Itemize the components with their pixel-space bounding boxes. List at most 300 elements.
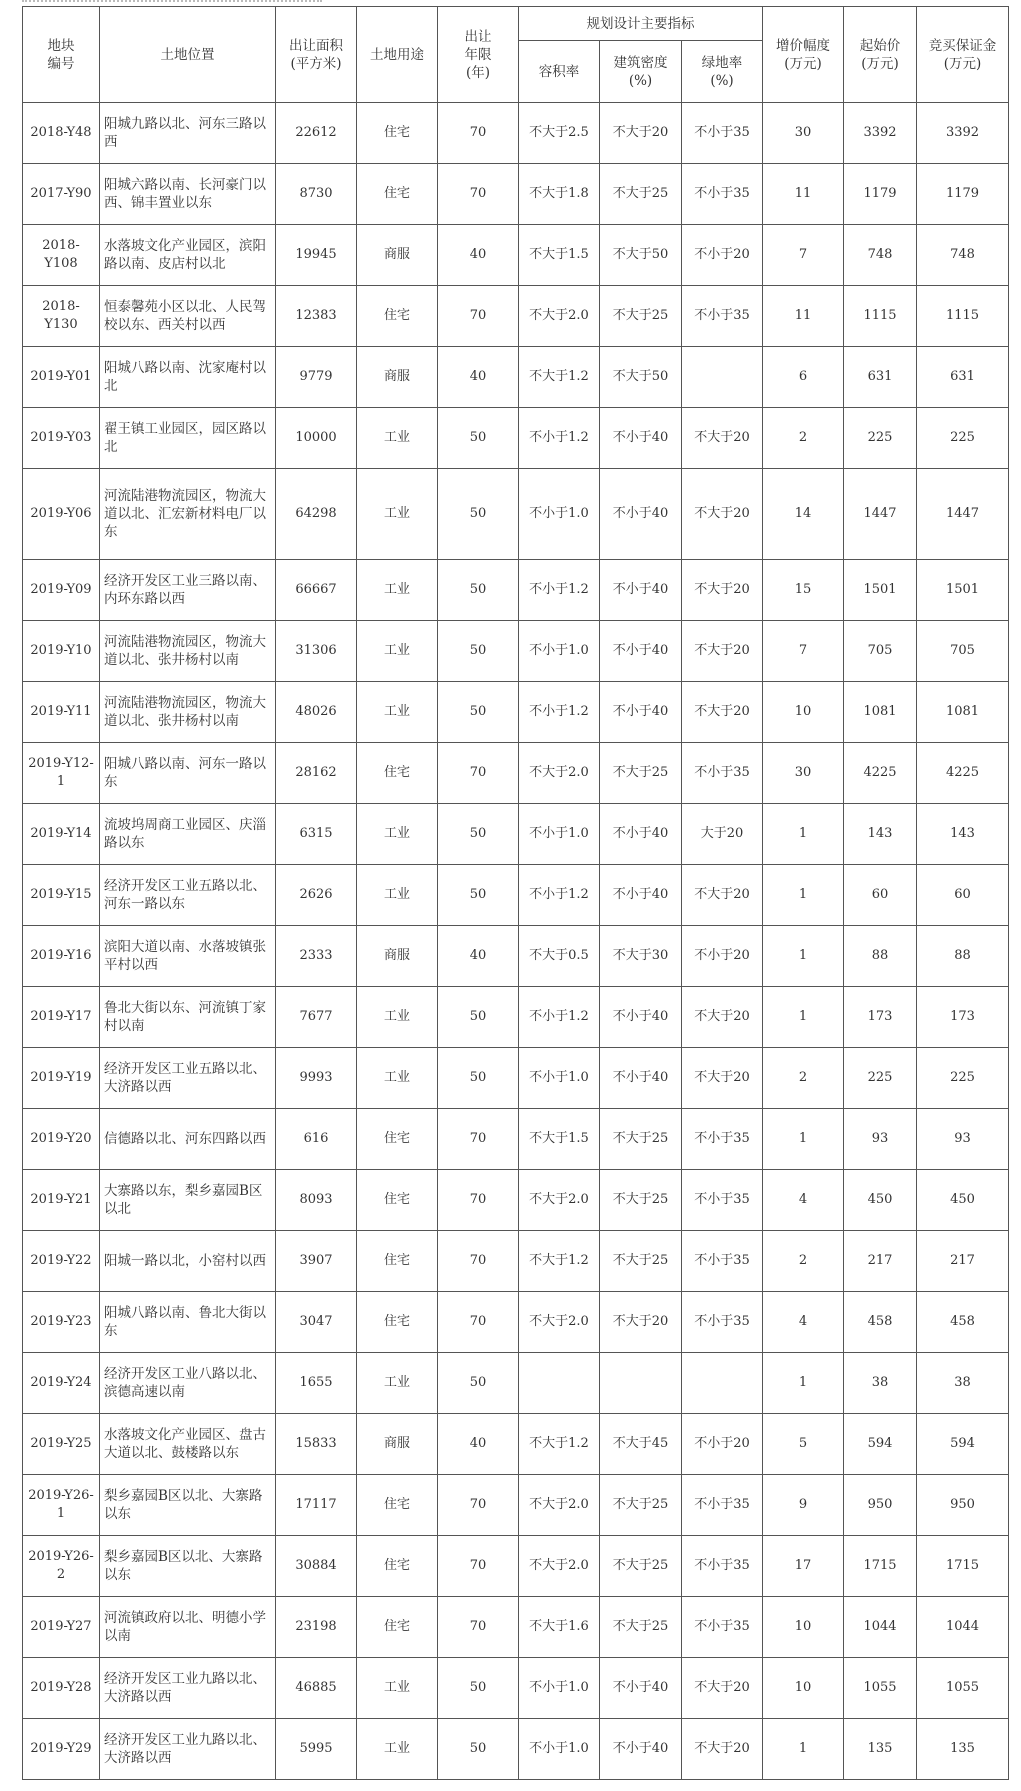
cell-start-price: 950 bbox=[844, 1475, 917, 1536]
cell-term: 50 bbox=[438, 1719, 519, 1780]
cell-plot-id: 2018-Y108 bbox=[23, 225, 100, 286]
cell-term: 50 bbox=[438, 987, 519, 1048]
cell-area: 15833 bbox=[276, 1414, 357, 1475]
cell-far: 不小于1.0 bbox=[519, 621, 600, 682]
cell-deposit: 594 bbox=[917, 1414, 1009, 1475]
table-row bbox=[23, 164, 1009, 225]
cell-green-rate: 不小于35 bbox=[682, 164, 763, 225]
cell-green-rate: 不小于35 bbox=[682, 743, 763, 804]
cell-plot-id: 2019-Y24 bbox=[23, 1353, 100, 1414]
cell-location: 河流镇政府以北、明德小学以南 bbox=[100, 1597, 276, 1658]
cell-area: 48026 bbox=[276, 682, 357, 743]
cell-plot-id: 2019-Y20 bbox=[23, 1109, 100, 1170]
cell-density: 不小于40 bbox=[600, 865, 682, 926]
cell-term: 70 bbox=[438, 1292, 519, 1353]
cell-area: 5995 bbox=[276, 1719, 357, 1780]
cell-area: 46885 bbox=[276, 1658, 357, 1719]
cell-plot-id: 2019-Y26-2 bbox=[23, 1536, 100, 1597]
cell-increment: 30 bbox=[763, 103, 844, 164]
cell-area: 64298 bbox=[276, 469, 357, 560]
cell-start-price: 450 bbox=[844, 1170, 917, 1231]
cell-far: 不大于2.0 bbox=[519, 286, 600, 347]
cell-green-rate: 不小于35 bbox=[682, 286, 763, 347]
cell-land-use: 住宅 bbox=[357, 1292, 438, 1353]
cell-location: 翟王镇工业园区，园区路以北 bbox=[100, 408, 276, 469]
cell-deposit: 217 bbox=[917, 1231, 1009, 1292]
cell-deposit: 705 bbox=[917, 621, 1009, 682]
cell-start-price: 1055 bbox=[844, 1658, 917, 1719]
cell-term: 50 bbox=[438, 804, 519, 865]
cell-deposit: 1081 bbox=[917, 682, 1009, 743]
table-row bbox=[23, 1170, 1009, 1231]
cell-area: 10000 bbox=[276, 408, 357, 469]
cell-land-use: 工业 bbox=[357, 408, 438, 469]
cell-term: 50 bbox=[438, 865, 519, 926]
cell-location: 阳城九路以北、河东三路以西 bbox=[100, 103, 276, 164]
cell-start-price: 1081 bbox=[844, 682, 917, 743]
cell-increment: 6 bbox=[763, 347, 844, 408]
cell-increment: 11 bbox=[763, 286, 844, 347]
table-row bbox=[23, 408, 1009, 469]
cell-location: 流坡坞周商工业园区、庆淄路以东 bbox=[100, 804, 276, 865]
cell-increment: 7 bbox=[763, 621, 844, 682]
table-row bbox=[23, 804, 1009, 865]
cell-term: 70 bbox=[438, 1109, 519, 1170]
table-row bbox=[23, 1231, 1009, 1292]
cell-green-rate: 不大于20 bbox=[682, 408, 763, 469]
cell-term: 50 bbox=[438, 682, 519, 743]
cell-density: 不小于40 bbox=[600, 560, 682, 621]
cell-increment: 11 bbox=[763, 164, 844, 225]
cell-increment: 1 bbox=[763, 804, 844, 865]
cell-area: 2626 bbox=[276, 865, 357, 926]
cell-area: 7677 bbox=[276, 987, 357, 1048]
cell-far: 不大于1.5 bbox=[519, 225, 600, 286]
cell-start-price: 1115 bbox=[844, 286, 917, 347]
header-green-rate: 绿地率 (%) bbox=[682, 41, 763, 103]
cell-land-use: 工业 bbox=[357, 1048, 438, 1109]
cell-location: 经济开发区工业三路以南、内环东路以西 bbox=[100, 560, 276, 621]
cell-increment: 1 bbox=[763, 1353, 844, 1414]
cell-start-price: 1044 bbox=[844, 1597, 917, 1658]
cell-deposit: 450 bbox=[917, 1170, 1009, 1231]
cell-land-use: 工业 bbox=[357, 1353, 438, 1414]
cell-far: 不大于1.5 bbox=[519, 1109, 600, 1170]
cell-term: 70 bbox=[438, 1231, 519, 1292]
cell-increment: 9 bbox=[763, 1475, 844, 1536]
cell-start-price: 93 bbox=[844, 1109, 917, 1170]
cell-start-price: 631 bbox=[844, 347, 917, 408]
cell-area: 3907 bbox=[276, 1231, 357, 1292]
cell-green-rate: 不小于20 bbox=[682, 926, 763, 987]
cell-far: 不小于1.2 bbox=[519, 560, 600, 621]
cell-green-rate: 不大于20 bbox=[682, 1048, 763, 1109]
cell-land-use: 住宅 bbox=[357, 743, 438, 804]
table-row bbox=[23, 469, 1009, 560]
cell-location: 梨乡嘉园B区以北、大寨路以东 bbox=[100, 1536, 276, 1597]
table-row bbox=[23, 1109, 1009, 1170]
cell-increment: 15 bbox=[763, 560, 844, 621]
cell-deposit: 950 bbox=[917, 1475, 1009, 1536]
cell-density: 不大于50 bbox=[600, 347, 682, 408]
cell-location: 河流陆港物流园区，物流大道以北、汇宏新材料电厂以东 bbox=[100, 469, 276, 560]
cell-green-rate: 不小于35 bbox=[682, 1475, 763, 1536]
table-row bbox=[23, 103, 1009, 164]
cell-land-use: 商服 bbox=[357, 225, 438, 286]
cell-plot-id: 2019-Y01 bbox=[23, 347, 100, 408]
cell-plot-id: 2019-Y14 bbox=[23, 804, 100, 865]
cell-deposit: 1501 bbox=[917, 560, 1009, 621]
cell-deposit: 1447 bbox=[917, 469, 1009, 560]
cell-land-use: 工业 bbox=[357, 621, 438, 682]
cell-term: 50 bbox=[438, 621, 519, 682]
header-density: 建筑密度 (%) bbox=[600, 41, 682, 103]
cell-area: 8093 bbox=[276, 1170, 357, 1231]
cell-term: 70 bbox=[438, 164, 519, 225]
cell-start-price: 705 bbox=[844, 621, 917, 682]
header-plot-id: 地块 编号 bbox=[23, 7, 100, 103]
table-row bbox=[23, 743, 1009, 804]
cell-density: 不大于25 bbox=[600, 1170, 682, 1231]
cell-green-rate bbox=[682, 1353, 763, 1414]
cell-far: 不小于1.2 bbox=[519, 987, 600, 1048]
cell-green-rate: 不大于20 bbox=[682, 1658, 763, 1719]
cell-start-price: 594 bbox=[844, 1414, 917, 1475]
cell-start-price: 3392 bbox=[844, 103, 917, 164]
cell-far: 不大于2.0 bbox=[519, 1170, 600, 1231]
cell-plot-id: 2018-Y48 bbox=[23, 103, 100, 164]
cell-density: 不小于40 bbox=[600, 987, 682, 1048]
cell-green-rate: 不小于35 bbox=[682, 1109, 763, 1170]
cell-far: 不小于1.0 bbox=[519, 804, 600, 865]
cell-deposit: 458 bbox=[917, 1292, 1009, 1353]
cell-plot-id: 2019-Y10 bbox=[23, 621, 100, 682]
header-start-price: 起始价 (万元) bbox=[844, 7, 917, 103]
cell-plot-id: 2017-Y90 bbox=[23, 164, 100, 225]
cell-plot-id: 2019-Y11 bbox=[23, 682, 100, 743]
cell-density: 不小于40 bbox=[600, 1658, 682, 1719]
cell-green-rate: 不小于35 bbox=[682, 103, 763, 164]
cell-land-use: 工业 bbox=[357, 804, 438, 865]
cell-green-rate: 不大于20 bbox=[682, 865, 763, 926]
cell-location: 河流陆港物流园区，物流大道以北、张井杨村以南 bbox=[100, 621, 276, 682]
header-location: 土地位置 bbox=[100, 7, 276, 103]
cell-plot-id: 2019-Y19 bbox=[23, 1048, 100, 1109]
cell-land-use: 住宅 bbox=[357, 164, 438, 225]
cell-start-price: 1715 bbox=[844, 1536, 917, 1597]
cell-start-price: 38 bbox=[844, 1353, 917, 1414]
cell-far: 不大于2.0 bbox=[519, 1292, 600, 1353]
cell-term: 70 bbox=[438, 1597, 519, 1658]
cell-start-price: 217 bbox=[844, 1231, 917, 1292]
cell-green-rate: 不大于20 bbox=[682, 987, 763, 1048]
cell-area: 31306 bbox=[276, 621, 357, 682]
cell-land-use: 住宅 bbox=[357, 103, 438, 164]
cell-far: 不小于1.2 bbox=[519, 865, 600, 926]
cell-area: 9993 bbox=[276, 1048, 357, 1109]
cell-increment: 7 bbox=[763, 225, 844, 286]
cell-increment: 10 bbox=[763, 682, 844, 743]
cell-land-use: 工业 bbox=[357, 560, 438, 621]
cell-plot-id: 2019-Y16 bbox=[23, 926, 100, 987]
cell-plot-id: 2019-Y03 bbox=[23, 408, 100, 469]
table-row bbox=[23, 1353, 1009, 1414]
cell-far: 不大于1.6 bbox=[519, 1597, 600, 1658]
cell-location: 信德路以北、河东四路以西 bbox=[100, 1109, 276, 1170]
cell-location: 梨乡嘉园B区以北、大寨路以东 bbox=[100, 1475, 276, 1536]
cell-area: 28162 bbox=[276, 743, 357, 804]
cell-density: 不大于25 bbox=[600, 743, 682, 804]
cell-plot-id: 2019-Y12-1 bbox=[23, 743, 100, 804]
cell-land-use: 住宅 bbox=[357, 1475, 438, 1536]
cell-start-price: 4225 bbox=[844, 743, 917, 804]
cell-start-price: 1447 bbox=[844, 469, 917, 560]
cell-location: 水落坡文化产业园区、盘古大道以北、鼓楼路以东 bbox=[100, 1414, 276, 1475]
cell-location: 经济开发区工业九路以北、大济路以西 bbox=[100, 1719, 276, 1780]
cell-location: 大寨路以东，梨乡嘉园B区以北 bbox=[100, 1170, 276, 1231]
cell-area: 30884 bbox=[276, 1536, 357, 1597]
cell-density: 不小于40 bbox=[600, 1048, 682, 1109]
table-row bbox=[23, 1597, 1009, 1658]
cell-density: 不小于40 bbox=[600, 682, 682, 743]
cell-location: 河流陆港物流园区，物流大道以北、张井杨村以南 bbox=[100, 682, 276, 743]
cell-deposit: 60 bbox=[917, 865, 1009, 926]
cell-land-use: 住宅 bbox=[357, 1536, 438, 1597]
cell-green-rate: 不小于35 bbox=[682, 1292, 763, 1353]
cell-area: 12383 bbox=[276, 286, 357, 347]
table-row bbox=[23, 865, 1009, 926]
cell-start-price: 1501 bbox=[844, 560, 917, 621]
cell-deposit: 225 bbox=[917, 1048, 1009, 1109]
cell-increment: 30 bbox=[763, 743, 844, 804]
cell-land-use: 商服 bbox=[357, 1414, 438, 1475]
cell-density: 不大于45 bbox=[600, 1414, 682, 1475]
cell-term: 50 bbox=[438, 469, 519, 560]
cell-far: 不大于1.8 bbox=[519, 164, 600, 225]
cell-area: 66667 bbox=[276, 560, 357, 621]
cell-green-rate: 不小于20 bbox=[682, 1414, 763, 1475]
cell-land-use: 住宅 bbox=[357, 286, 438, 347]
cell-location: 经济开发区工业八路以北、滨德高速以南 bbox=[100, 1353, 276, 1414]
cell-green-rate: 大于20 bbox=[682, 804, 763, 865]
cell-deposit: 88 bbox=[917, 926, 1009, 987]
cell-far: 不大于2.0 bbox=[519, 743, 600, 804]
table-row bbox=[23, 1719, 1009, 1780]
cell-deposit: 748 bbox=[917, 225, 1009, 286]
cell-start-price: 1179 bbox=[844, 164, 917, 225]
cell-term: 40 bbox=[438, 225, 519, 286]
cell-density: 不大于25 bbox=[600, 1231, 682, 1292]
cell-term: 50 bbox=[438, 560, 519, 621]
table-row bbox=[23, 682, 1009, 743]
cell-term: 50 bbox=[438, 1353, 519, 1414]
cell-plot-id: 2019-Y17 bbox=[23, 987, 100, 1048]
cell-deposit: 631 bbox=[917, 347, 1009, 408]
cell-location: 阳城一路以北，小窑村以西 bbox=[100, 1231, 276, 1292]
cell-land-use: 住宅 bbox=[357, 1231, 438, 1292]
header-planning-indicators: 规划设计主要指标 bbox=[519, 7, 763, 41]
header-land-use: 土地用途 bbox=[357, 7, 438, 103]
table-row bbox=[23, 225, 1009, 286]
cell-green-rate: 不大于20 bbox=[682, 560, 763, 621]
cell-location: 阳城八路以南、沈家庵村以北 bbox=[100, 347, 276, 408]
cell-increment: 1 bbox=[763, 865, 844, 926]
cell-location: 鲁北大街以东、河流镇丁家村以南 bbox=[100, 987, 276, 1048]
cell-far: 不大于2.0 bbox=[519, 1475, 600, 1536]
cell-land-use: 工业 bbox=[357, 1719, 438, 1780]
cell-land-use: 工业 bbox=[357, 987, 438, 1048]
cell-area: 2333 bbox=[276, 926, 357, 987]
header-row-1 bbox=[23, 7, 1009, 41]
cell-deposit: 135 bbox=[917, 1719, 1009, 1780]
cell-land-use: 住宅 bbox=[357, 1109, 438, 1170]
cell-deposit: 93 bbox=[917, 1109, 1009, 1170]
cell-deposit: 1715 bbox=[917, 1536, 1009, 1597]
cell-area: 22612 bbox=[276, 103, 357, 164]
cell-area: 3047 bbox=[276, 1292, 357, 1353]
cell-start-price: 60 bbox=[844, 865, 917, 926]
cell-plot-id: 2019-Y22 bbox=[23, 1231, 100, 1292]
cell-location: 恒泰馨苑小区以北、人民驾校以东、西关村以西 bbox=[100, 286, 276, 347]
cell-area: 17117 bbox=[276, 1475, 357, 1536]
cell-green-rate: 不小于35 bbox=[682, 1170, 763, 1231]
cell-increment: 1 bbox=[763, 1719, 844, 1780]
cell-start-price: 88 bbox=[844, 926, 917, 987]
cell-area: 616 bbox=[276, 1109, 357, 1170]
cell-area: 6315 bbox=[276, 804, 357, 865]
cell-far bbox=[519, 1353, 600, 1414]
cell-start-price: 458 bbox=[844, 1292, 917, 1353]
cell-density: 不大于20 bbox=[600, 1292, 682, 1353]
cell-far: 不大于1.2 bbox=[519, 1414, 600, 1475]
cell-far: 不大于2.5 bbox=[519, 103, 600, 164]
cell-density: 不小于40 bbox=[600, 408, 682, 469]
cell-start-price: 143 bbox=[844, 804, 917, 865]
cell-term: 40 bbox=[438, 347, 519, 408]
cell-land-use: 商服 bbox=[357, 926, 438, 987]
cell-start-price: 225 bbox=[844, 1048, 917, 1109]
header-increment: 增价幅度 (万元) bbox=[763, 7, 844, 103]
cell-far: 不小于1.2 bbox=[519, 682, 600, 743]
cell-density: 不小于40 bbox=[600, 469, 682, 560]
cell-land-use: 工业 bbox=[357, 682, 438, 743]
header-area: 出让面积 (平方米) bbox=[276, 7, 357, 103]
table-row bbox=[23, 1048, 1009, 1109]
cell-term: 40 bbox=[438, 1414, 519, 1475]
cell-location: 水落坡文化产业园区，滨阳路以南、皮店村以北 bbox=[100, 225, 276, 286]
table-row bbox=[23, 1536, 1009, 1597]
cell-green-rate: 不大于20 bbox=[682, 1719, 763, 1780]
cell-increment: 17 bbox=[763, 1536, 844, 1597]
header-term: 出让 年限 (年) bbox=[438, 7, 519, 103]
cell-area: 9779 bbox=[276, 347, 357, 408]
cell-density: 不大于25 bbox=[600, 1109, 682, 1170]
cell-location: 经济开发区工业五路以北、河东一路以东 bbox=[100, 865, 276, 926]
cell-increment: 10 bbox=[763, 1658, 844, 1719]
cell-increment: 2 bbox=[763, 1231, 844, 1292]
cell-land-use: 工业 bbox=[357, 1658, 438, 1719]
cell-deposit: 4225 bbox=[917, 743, 1009, 804]
cell-increment: 2 bbox=[763, 408, 844, 469]
cell-increment: 1 bbox=[763, 987, 844, 1048]
header-deposit: 竞买保证金 (万元) bbox=[917, 7, 1009, 103]
cell-density: 不大于25 bbox=[600, 164, 682, 225]
cell-green-rate: 不小于20 bbox=[682, 225, 763, 286]
table-row bbox=[23, 1292, 1009, 1353]
cell-term: 70 bbox=[438, 103, 519, 164]
cell-increment: 5 bbox=[763, 1414, 844, 1475]
cell-term: 50 bbox=[438, 1658, 519, 1719]
cell-land-use: 住宅 bbox=[357, 1597, 438, 1658]
cell-plot-id: 2019-Y21 bbox=[23, 1170, 100, 1231]
cell-start-price: 135 bbox=[844, 1719, 917, 1780]
cell-start-price: 173 bbox=[844, 987, 917, 1048]
cell-green-rate: 不小于35 bbox=[682, 1597, 763, 1658]
cell-green-rate: 不大于20 bbox=[682, 621, 763, 682]
cell-term: 70 bbox=[438, 1170, 519, 1231]
cell-green-rate: 不大于20 bbox=[682, 682, 763, 743]
cell-far: 不大于1.2 bbox=[519, 347, 600, 408]
cell-plot-id: 2019-Y29 bbox=[23, 1719, 100, 1780]
cell-density: 不小于40 bbox=[600, 1719, 682, 1780]
cell-green-rate: 不小于35 bbox=[682, 1536, 763, 1597]
cell-location: 阳城六路以南、长河豪门以西、锦丰置业以东 bbox=[100, 164, 276, 225]
cell-plot-id: 2019-Y15 bbox=[23, 865, 100, 926]
cell-plot-id: 2018-Y130 bbox=[23, 286, 100, 347]
cell-term: 40 bbox=[438, 926, 519, 987]
cell-area: 1655 bbox=[276, 1353, 357, 1414]
cell-far: 不小于1.0 bbox=[519, 1719, 600, 1780]
cell-far: 不小于1.0 bbox=[519, 1048, 600, 1109]
cell-deposit: 1044 bbox=[917, 1597, 1009, 1658]
cell-density: 不大于20 bbox=[600, 103, 682, 164]
cell-deposit: 1115 bbox=[917, 286, 1009, 347]
cell-increment: 4 bbox=[763, 1292, 844, 1353]
cell-location: 经济开发区工业五路以北、大济路以西 bbox=[100, 1048, 276, 1109]
cell-area: 23198 bbox=[276, 1597, 357, 1658]
cell-far: 不大于0.5 bbox=[519, 926, 600, 987]
cell-term: 70 bbox=[438, 1475, 519, 1536]
cell-land-use: 工业 bbox=[357, 469, 438, 560]
cell-term: 70 bbox=[438, 1536, 519, 1597]
cell-location: 滨阳大道以南、水落坡镇张平村以西 bbox=[100, 926, 276, 987]
cell-plot-id: 2019-Y27 bbox=[23, 1597, 100, 1658]
cell-deposit: 38 bbox=[917, 1353, 1009, 1414]
cell-increment: 1 bbox=[763, 926, 844, 987]
cell-green-rate: 不小于35 bbox=[682, 1231, 763, 1292]
cell-deposit: 3392 bbox=[917, 103, 1009, 164]
cell-plot-id: 2019-Y26-1 bbox=[23, 1475, 100, 1536]
cell-density: 不大于25 bbox=[600, 1475, 682, 1536]
cell-plot-id: 2019-Y06 bbox=[23, 469, 100, 560]
cell-density: 不大于30 bbox=[600, 926, 682, 987]
table-row bbox=[23, 1414, 1009, 1475]
cell-deposit: 143 bbox=[917, 804, 1009, 865]
cell-deposit: 225 bbox=[917, 408, 1009, 469]
table-row bbox=[23, 987, 1009, 1048]
cell-location: 阳城八路以南、鲁北大街以东 bbox=[100, 1292, 276, 1353]
cell-land-use: 工业 bbox=[357, 865, 438, 926]
cell-density: 不大于25 bbox=[600, 1536, 682, 1597]
cell-start-price: 225 bbox=[844, 408, 917, 469]
cell-density: 不大于25 bbox=[600, 1597, 682, 1658]
cell-deposit: 1055 bbox=[917, 1658, 1009, 1719]
cell-term: 70 bbox=[438, 743, 519, 804]
cell-plot-id: 2019-Y09 bbox=[23, 560, 100, 621]
cell-density: 不小于40 bbox=[600, 804, 682, 865]
cell-density: 不大于50 bbox=[600, 225, 682, 286]
land-auction-table bbox=[22, 6, 1009, 1780]
